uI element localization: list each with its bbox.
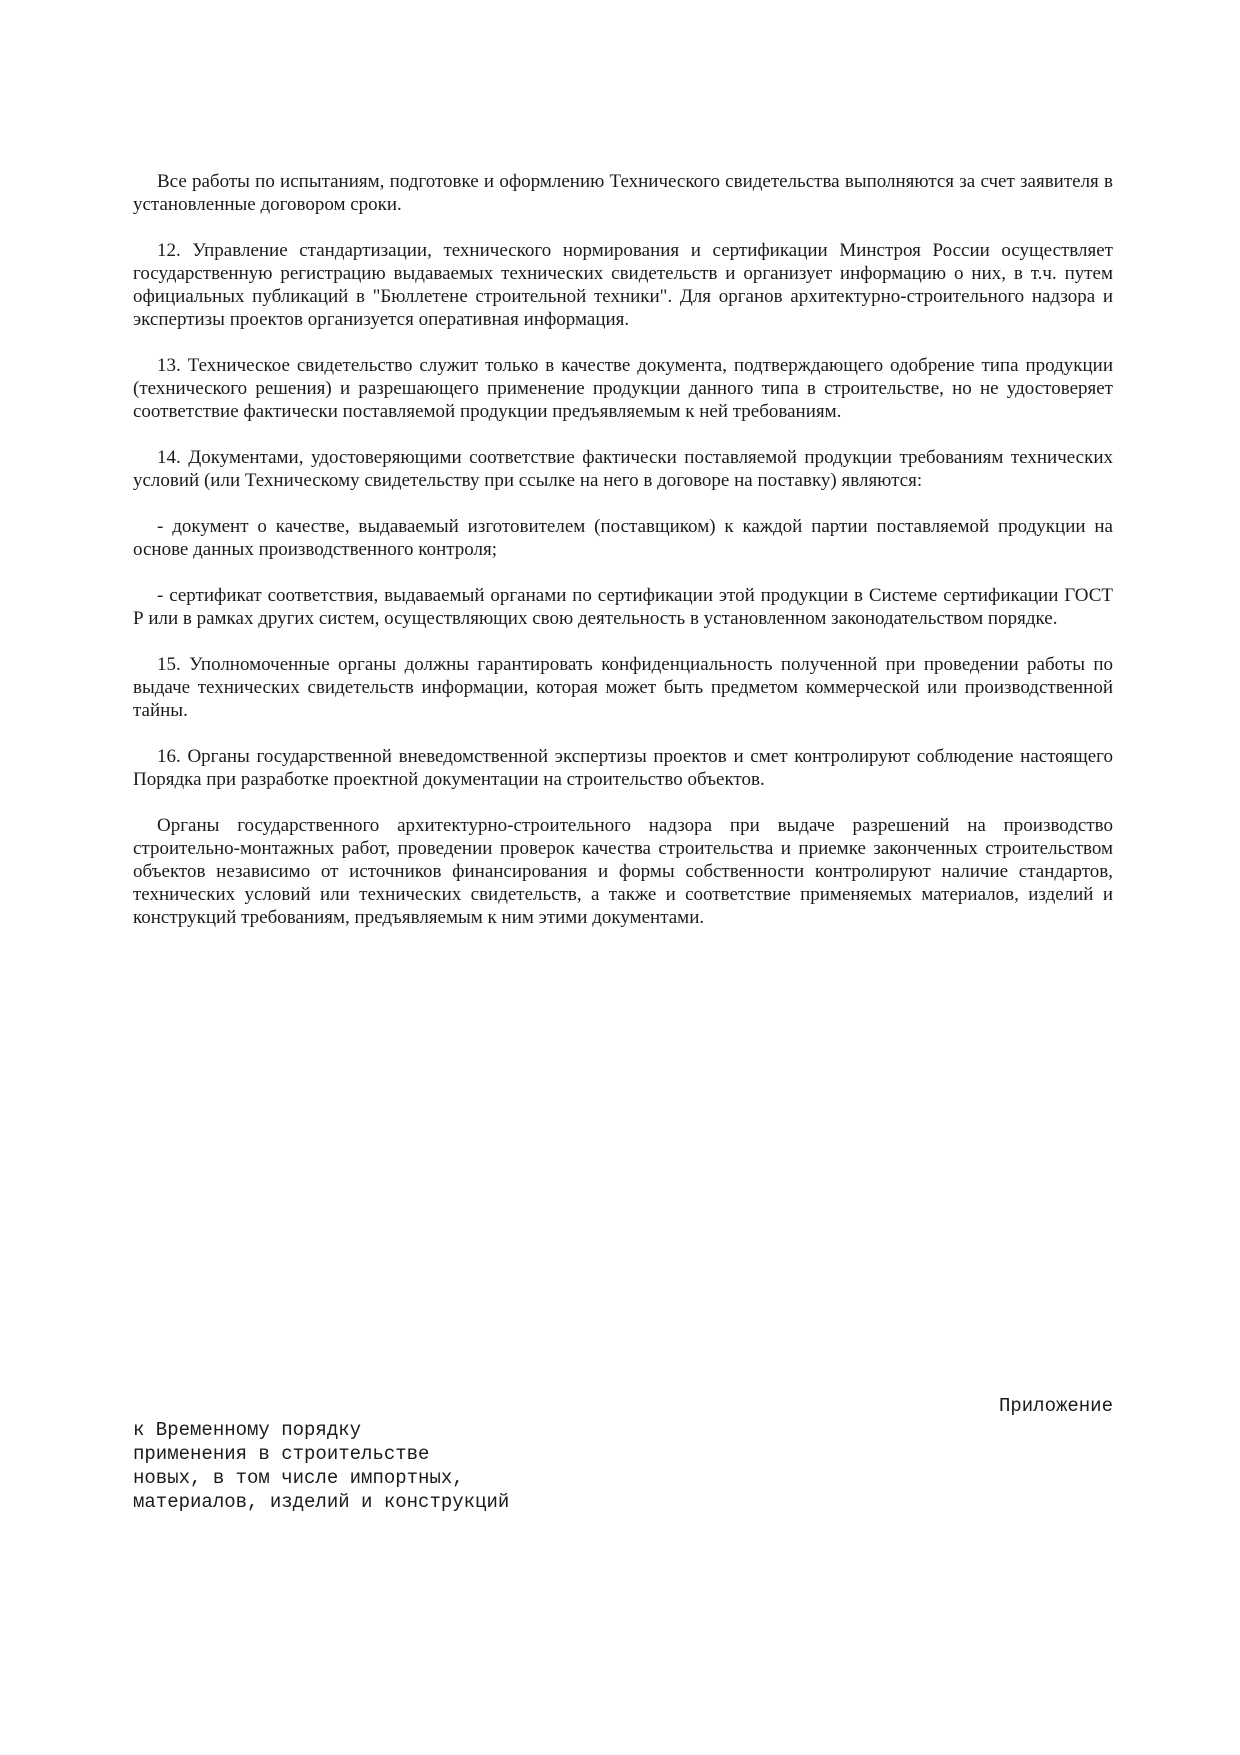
- paragraph-14-documents: 14. Документами, удостоверяющими соответствие фактически поставляемой продукции требованиям технических условий (или Техническому свидетельству при ссылке на него в договоре на поставку) являются:: [133, 447, 1113, 491]
- paragraph-13-certificate-scope: 13. Техническое свидетельство служит только в качестве документа, подтверждающего одобрение типа продукции (технического решения) и разрешающего применение продукции данного типа в строительстве, но не удостоверяет соответствие фактически поставляемой продукции предъявляемым к ней требованиям.: [133, 355, 1113, 422]
- paragraph-16-expertise: 16. Органы государственной вневедомственной экспертизы проектов и смет контролируют соблюдение настоящего Порядка при разработке проектной документации на строительство объектов.: [133, 746, 1113, 790]
- paragraph-15-confidentiality: 15. Уполномоченные органы должны гарантировать конфиденциальность полученной при проведении работы по выдаче технических свидетельств информации, которая может быть предметом коммерческой или производственной тайны.: [133, 654, 1113, 721]
- appendix-line: применения в строительстве: [133, 1443, 430, 1465]
- paragraph-12-registration: 12. Управление стандартизации, технического нормирования и сертификации Минстроя России осуществляет государственную регистрацию выдаваемых технических свидетельств и организует информацию о них, в т.ч. путем официальных публикаций в "Бюллетене строительной техники". Для органов архитектурно-строительного надзора и экспертизы проектов организуется оперативная информация.: [133, 240, 1113, 330]
- appendix-line: материалов, изделий и конструкций: [133, 1491, 510, 1513]
- paragraph-conformity-certificate: - сертификат соответствия, выдаваемый органами по сертификации этой продукции в Системе сертификации ГОСТ Р или в рамках других систем, осуществляющих свою деятельность в установленном законодательством порядке.: [133, 585, 1113, 629]
- paragraph-supervision: Органы государственного архитектурно-строительного надзора при выдаче разрешений на производство строительно-монтажных работ, проведении проверок качества строительства и приемке законченных строительством объектов независимо от источников финансирования и формы собственности контролируют наличие стандартов, технических условий или технических свидетельств, а также и соответствие применяемых материалов, изделий и конструкций требованиям, предъявляемым к ним этими документами.: [133, 815, 1113, 928]
- paragraph-quality-document: - документ о качестве, выдаваемый изготовителем (поставщиком) к каждой партии поставляемой продукции на основе данных производственного контроля;: [133, 516, 1113, 560]
- appendix-line: к Временному порядку: [133, 1419, 362, 1441]
- document-body: [133, 170, 1113, 952]
- appendix-reference: [133, 1418, 1113, 1514]
- appendix-line: новых, в том числе импортных,: [133, 1467, 464, 1489]
- paragraph-work-costs: Все работы по испытаниям, подготовке и оформлению Технического свидетельства выполняются за счет заявителя в установленные договором сроки.: [133, 171, 1113, 215]
- appendix-title: Приложение: [998, 1395, 1113, 1417]
